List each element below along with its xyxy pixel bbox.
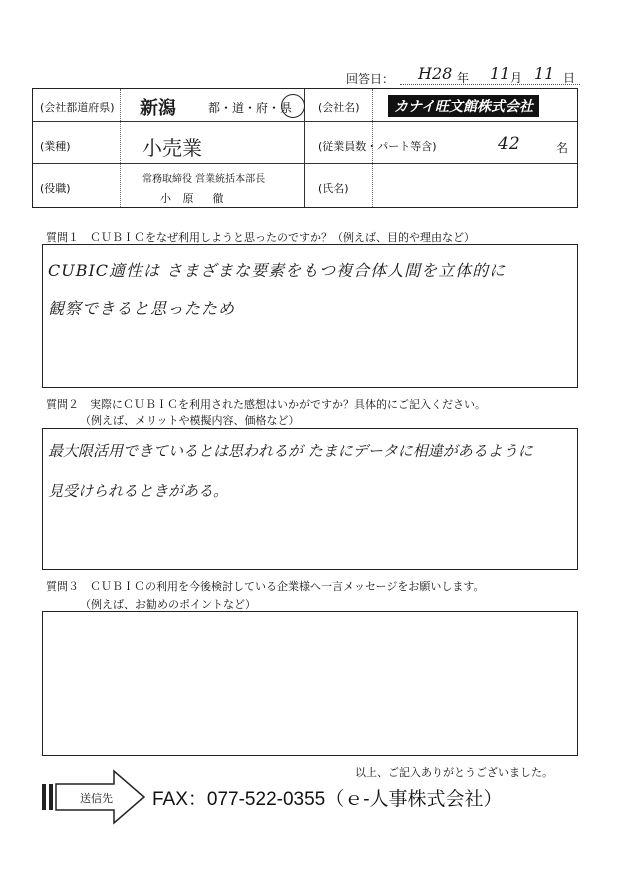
company-stamp: カナイ旺文館株式会社: [388, 95, 539, 117]
title-value: 常務取締役 営業統括本部長: [142, 174, 266, 185]
send-label: 送信先: [80, 792, 113, 805]
prefecture-circle: [281, 94, 305, 118]
year-value: H28: [418, 64, 453, 83]
month-value: 11: [490, 64, 511, 83]
prefecture-suffix: 都・道・府・県: [208, 101, 293, 115]
q2-question: 質問２ 実際にＣＵＢＩＣを利用された感想はいかがですか？具体的にご記入ください。: [46, 398, 486, 411]
q2-answer-line1: 最大限活用できているとは思われるが たまにデータに相違があるように: [48, 442, 533, 460]
title-label: (役職): [40, 182, 71, 195]
industry-value: 小売業: [142, 136, 202, 160]
q3-question: 質問３ ＣＵＢＩＣの利用を今後検討している企業様へ一言メッセージをお願いします。: [46, 580, 485, 593]
prefecture-label: (会社都道府県): [40, 101, 115, 114]
day-value: 11: [534, 64, 555, 83]
month-unit: 月: [510, 71, 523, 85]
company-label: (会社名): [318, 101, 360, 114]
year-unit: 年: [457, 71, 470, 85]
q1-question: 質問１ ＣＵＢＩＣをなぜ利用しようと思ったのですか？（例えば、目的や理由など）: [46, 231, 475, 244]
employees-unit: 名: [556, 141, 569, 155]
industry-label: (業種): [40, 140, 71, 153]
employees-value: 42: [498, 134, 520, 154]
q3-answer-box: [42, 611, 578, 756]
day-unit: 日: [563, 71, 576, 85]
q1-answer-line1: CUBIC適性は さまざまな要素をもつ複合体人間を立体的に: [48, 261, 507, 280]
thanks-text: 以上、ご記入ありがとうございました。: [355, 766, 553, 779]
q3-example: （例えば、お勧めのポイントなど）: [80, 598, 256, 611]
fax-line: FAX：077-522-0355（ｅ-人事株式会社）: [152, 789, 503, 810]
prefecture-value: 新潟: [140, 98, 176, 119]
q2-example: （例えば、メリットや模擬内容、価格など）: [80, 414, 300, 427]
q1-answer-line2: 観察できると思ったため: [48, 299, 236, 318]
q2-answer-line2: 見受けられるときがある。: [48, 482, 229, 500]
employees-label: (従業員数・パート等含): [318, 140, 437, 153]
name-label: (氏名): [318, 182, 349, 195]
date-label: 回答日：: [346, 72, 395, 86]
name-value: 小 原 徹: [160, 192, 228, 205]
